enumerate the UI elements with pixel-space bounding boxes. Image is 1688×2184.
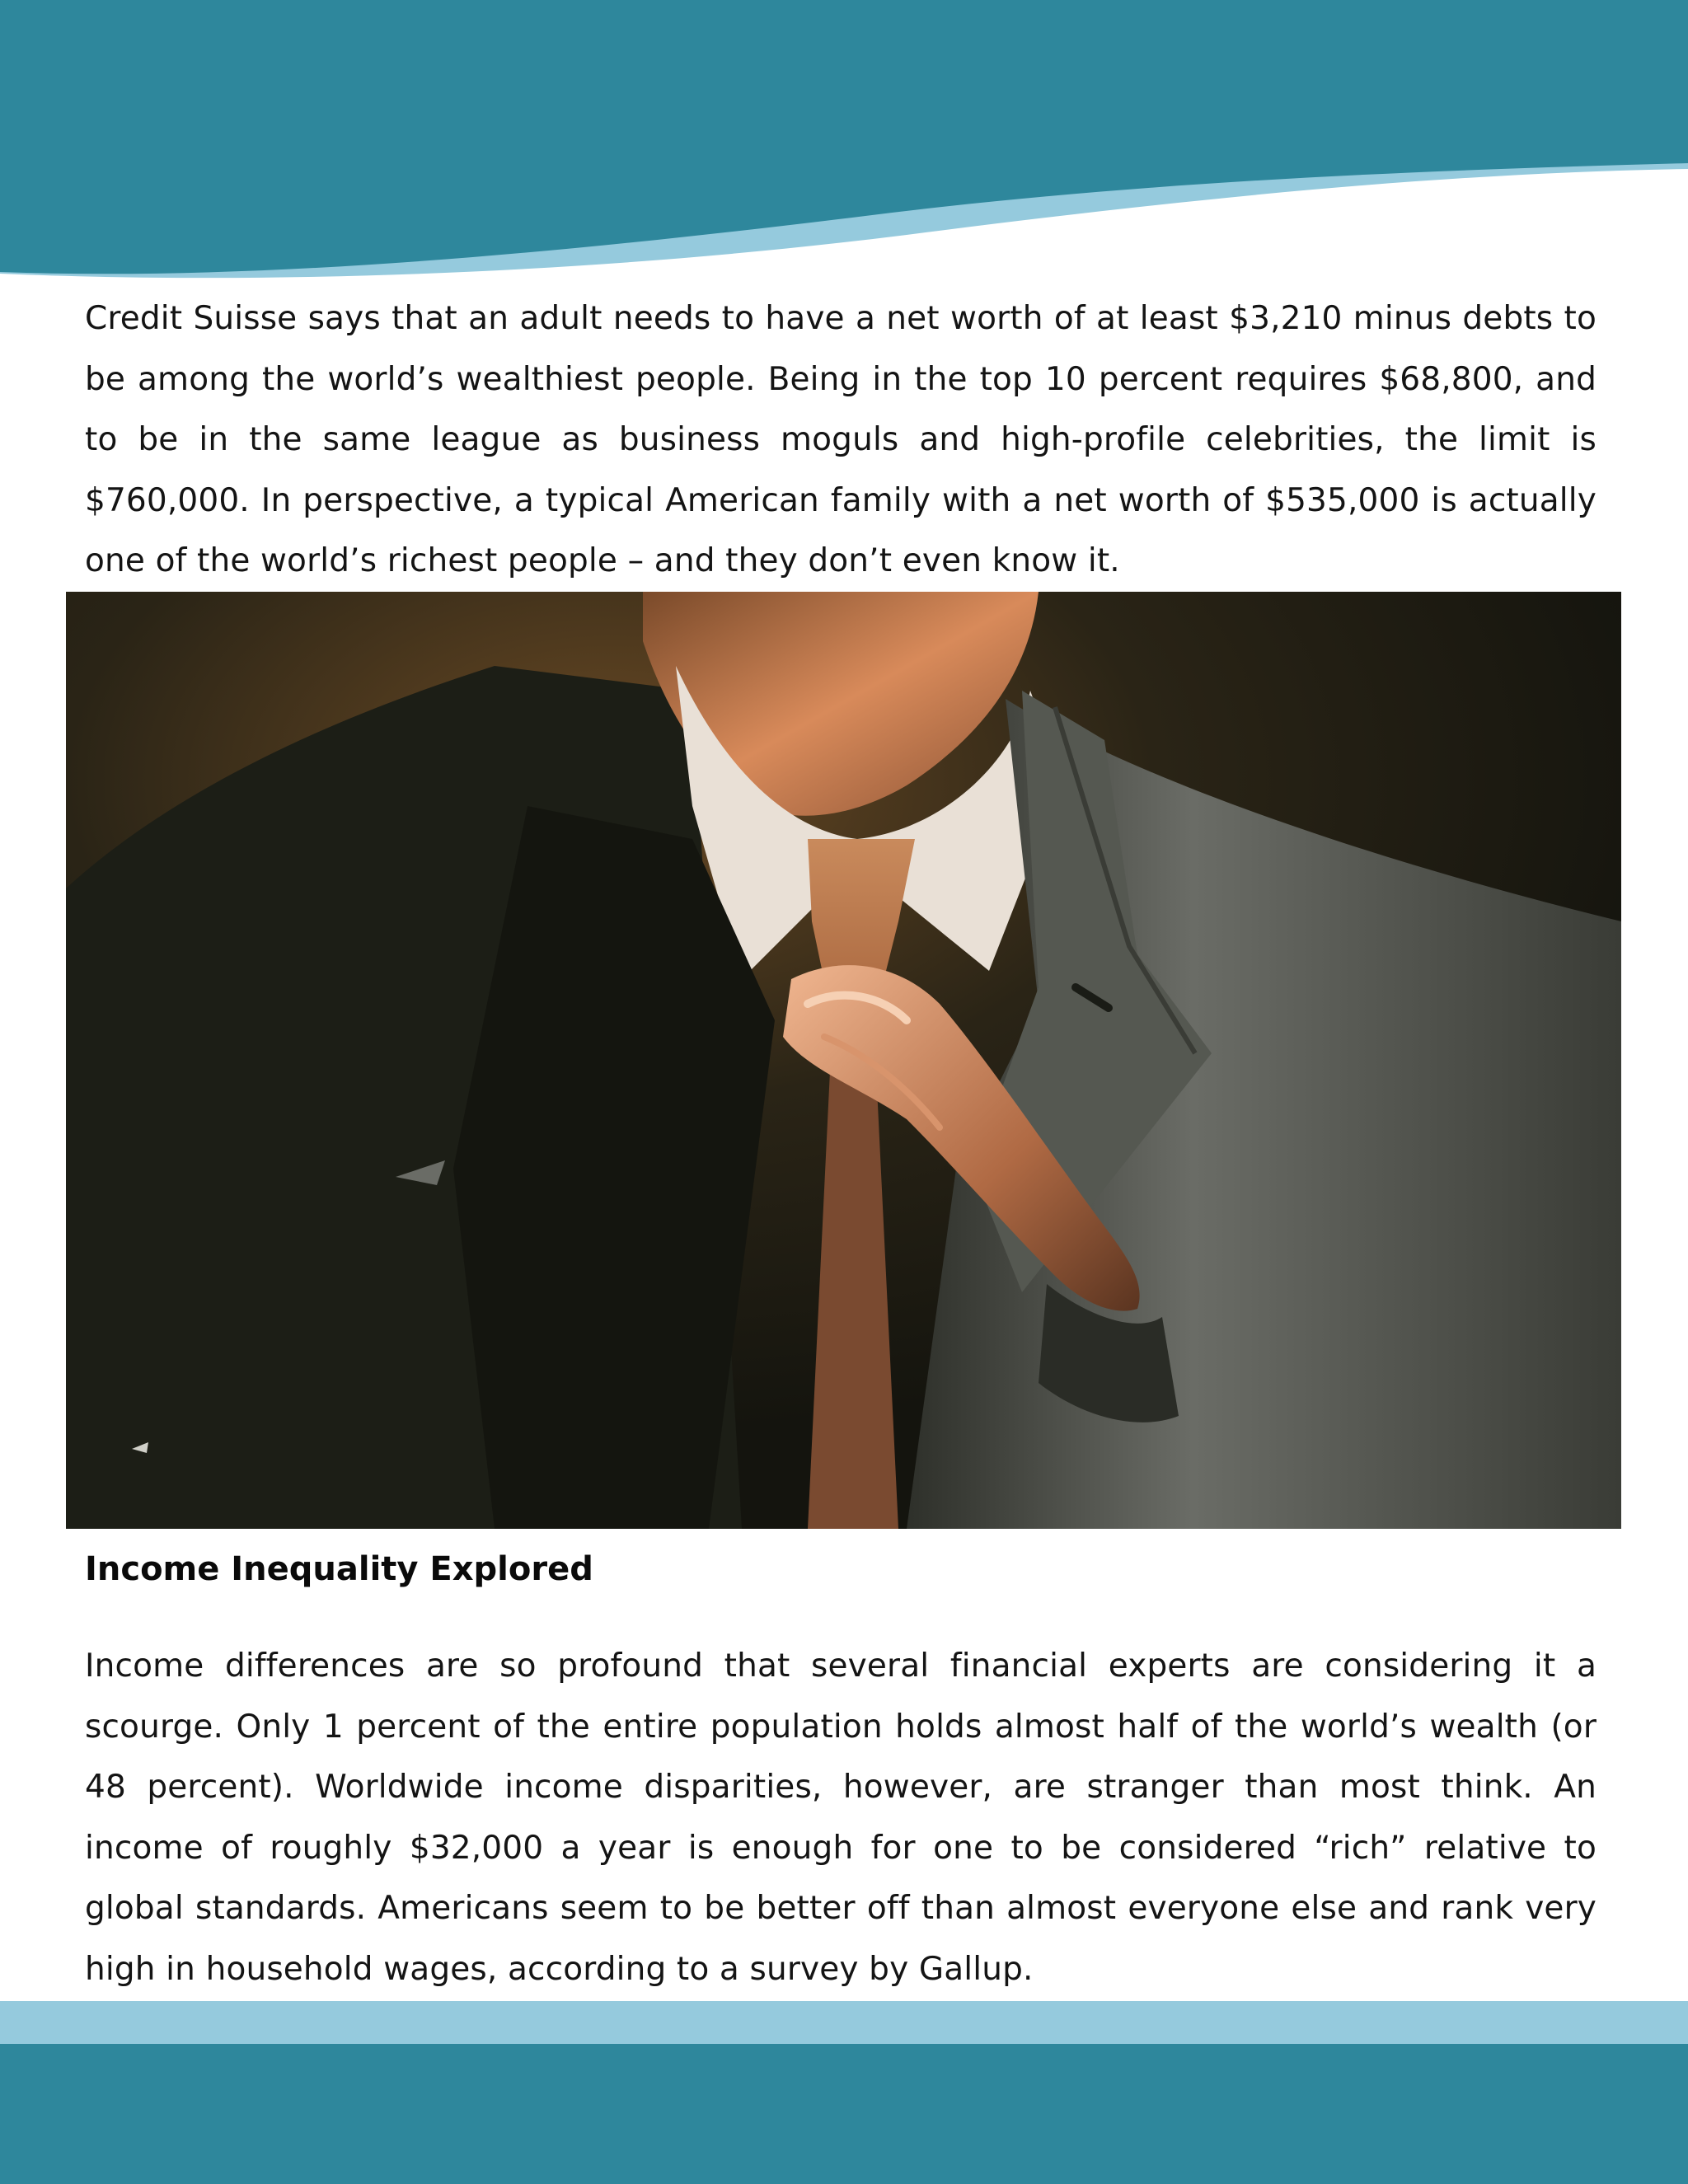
footer-band-light (0, 2001, 1688, 2044)
intro-paragraph: Credit Suisse says that an adult needs to have a net worth of at least $3,210 minus debts to be among the world’s wealthiest people. Being in the top 10 percent requires $68,800, and to be in the same league as business moguls and high-profile celebrities, the limit is $760,000. In perspective, a typical American family with a net worth of $535,000 is actually one of the world’s richest people – and they don’t even know it. (85, 300, 1597, 579)
section-heading: Income Inequality Explored (85, 1550, 593, 1588)
footer-band-dark (0, 2044, 1688, 2184)
income-inequality-paragraph: Income differences are so profound that several financial experts are considering it a scourge. Only 1 percent of the entire population holds almost half of the world’s wealth (or 48 percent). Worldwide income disparities, however, are stranger than most think. An income of roughly $32,000 a year is enough for one to be considered “rich” relative to global standards. Americans seem to be better off than almost everyone else and rank very high in household wages, according to a survey by Gallup. (85, 1647, 1597, 1988)
header-wave-banner (0, 0, 1688, 297)
man-adjusting-tie-photo (66, 592, 1621, 1529)
